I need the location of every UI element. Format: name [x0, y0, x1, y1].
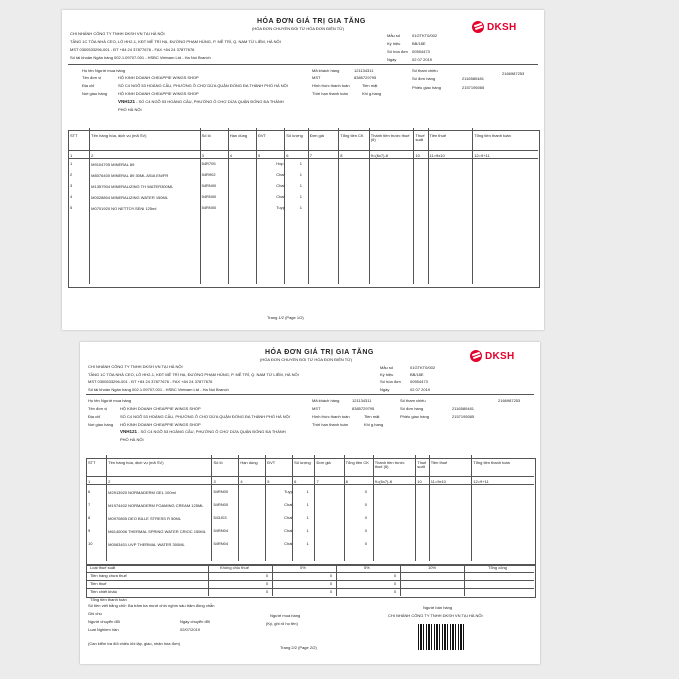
- ref-label: Số tham chiếu: [412, 68, 438, 73]
- table-cell-stt: 6: [88, 489, 91, 494]
- buyer-unit-value: HỘ KINH DOANH CHEAPPIE WINGS SHOP: [118, 75, 199, 80]
- divider-2: [86, 394, 534, 395]
- table-index-cell: 1: [88, 479, 91, 484]
- index-line-2: [86, 484, 534, 485]
- order-label-2: Số đơn hàng: [400, 406, 424, 411]
- terms-label-2: Thời hạn thanh toán: [312, 422, 348, 427]
- table-header-cell: Hạn dùng: [229, 133, 248, 138]
- buyer-unit-label-2: Tên đơn vị: [88, 406, 108, 411]
- column-divider: [428, 128, 429, 284]
- table-index-cell: 8: [340, 153, 343, 158]
- converter-name: Luat Nghiem Van: [88, 627, 119, 632]
- summary-zero: 0: [266, 573, 269, 578]
- table-header-cell: Tổng tiền thanh toán: [474, 133, 511, 138]
- table-header-cell: Tên hàng hóa, dịch vụ (mã SV): [91, 133, 147, 138]
- total-label: Tổng cộng: [488, 565, 507, 570]
- table-index-cell: 7: [309, 153, 312, 158]
- column-divider: [265, 455, 266, 561]
- number-label: Số hóa đơn: [387, 49, 408, 54]
- buyer-sign-hint: (Ký, ghi rõ họ tên): [266, 621, 298, 626]
- invoice-title-2: HÓA ĐƠN GIÁ TRỊ GIA TĂNG: [265, 349, 374, 356]
- seller-name: CHI NHÁNH CÔNG TY TNHH DKSH VN TẠI HÀ NỘI: [70, 31, 165, 36]
- date-value-2: 02 07 2019: [410, 387, 431, 392]
- customer-code-value-2: 121134311: [352, 398, 372, 403]
- table-index-cell: 9=(6x7)-8: [370, 153, 389, 158]
- table-cell-name: M2913920 NORMADERM GEL 100ml: [108, 490, 176, 495]
- table-cell-unit: Chai: [276, 172, 285, 177]
- summary-line: [86, 588, 534, 589]
- discount-label: Tiền chiết khấu: [90, 589, 117, 594]
- table-index-cell: 6: [294, 479, 297, 484]
- table-cell-qty: 1: [299, 194, 302, 199]
- customer-code-label: Mã khách hàng: [312, 68, 340, 73]
- buyer-address-value-2: SỐ C4 NGÕ 53 HOÀNG CẦU, PHƯỜNG Ô CHỢ DỪA QUẬN ĐỐNG ĐA THÀNH PHỐ HÀ NỘI: [120, 414, 290, 419]
- delivery-code-2: VNH121: [120, 429, 138, 434]
- rate-5: 5%: [364, 565, 370, 570]
- invoice-page-2: [80, 342, 540, 664]
- table-index-cell: 4: [240, 479, 243, 484]
- table-index-cell: 11=9x10: [429, 153, 445, 158]
- table-index-cell: 12=9+11: [473, 479, 489, 484]
- column-divider: [344, 455, 345, 561]
- index-line: [68, 158, 538, 159]
- dksh-logo: [472, 21, 517, 33]
- table-cell-qty: 1: [306, 528, 309, 533]
- items-table-2: [86, 458, 536, 566]
- buyer-tax-label-2: MST: [312, 406, 321, 411]
- column-divider: [429, 455, 430, 561]
- summary-line: [86, 572, 534, 573]
- form-label-2: Mẫu số: [380, 365, 394, 370]
- form-value: 01GTKT0/002: [412, 33, 438, 38]
- table-header-cell: Thuế suất: [415, 133, 425, 142]
- table-cell-unit: Chai: [284, 528, 293, 533]
- seller-address-2: TẦNG 1C TÒA NHÀ CEO, LÔ HH2-1, KĐT MỄ TRÌ HẠ, ĐƯỜNG PHẠM HÙNG, P. MỄ TRÌ, Q. NAM TỪ LIÊM, HÀ NỘI: [88, 372, 299, 377]
- delivery-city-2: PHỐ HÀ NỘI: [120, 437, 144, 442]
- summary-zero: 0: [330, 573, 333, 578]
- logo-text: DKSH: [487, 21, 517, 33]
- convert-date: 02/07/2019: [180, 627, 201, 632]
- table-cell-lot: 54RN00: [201, 205, 217, 210]
- table-header-cell: Thuế suất: [417, 460, 427, 469]
- table-cell-stt: 3: [70, 183, 73, 188]
- ref-label-2: Số tham chiếu: [400, 398, 426, 403]
- column-divider: [228, 128, 229, 284]
- customer-code-label-2: Mã khách hàng: [312, 398, 340, 403]
- table-header-cell: ĐVT: [267, 460, 276, 465]
- table-index-cell: 2: [91, 153, 94, 158]
- barcode-image: [418, 624, 464, 650]
- summary-zero: 0: [394, 581, 397, 586]
- invoice-subtitle-2: (HÓA ĐƠN CHUYỂN ĐỔI TỪ HÓA ĐƠN ĐIỆN TỬ): [260, 357, 352, 362]
- tax-rate-label: Loại thuế suất: [90, 565, 116, 570]
- table-index-cell: 1: [70, 153, 73, 158]
- column-divider: [308, 128, 309, 284]
- buyer-name-label: Họ tên Người mua hàng: [82, 68, 126, 73]
- table-cell-qty: 1: [306, 489, 309, 494]
- column-divider: [89, 128, 90, 284]
- seller-sign-label: Người bán hàng: [423, 605, 453, 610]
- delivery-name: HỘ KINH DOANH CHEAPPIE WINGS SHOP: [118, 91, 199, 96]
- table-header-cell: Tổng tiền thanh toán: [473, 460, 510, 465]
- table-cell-name: M1357904 MINERALIZING TH WATER300ML: [91, 184, 174, 189]
- buyer-address-label: Địa chỉ: [82, 83, 95, 88]
- table-index-cell: 6: [286, 153, 289, 158]
- table-cell-lot: 54RN00: [201, 194, 217, 199]
- invoice-page-1: [62, 10, 544, 330]
- table-cell-stt: 10: [88, 541, 93, 546]
- table-index-cell: 2: [108, 479, 111, 484]
- terms-value: Khi g.hang: [362, 91, 382, 96]
- table-cell-lot: 543J03: [213, 515, 227, 520]
- table-header-cell: Số lượng: [286, 133, 303, 138]
- delivery-label: Nơi giao hàng: [82, 91, 108, 96]
- table-index-cell: 5: [267, 479, 270, 484]
- table-index-cell: 12=9+11: [474, 153, 490, 158]
- table-cell-name: M0028804 MINERALIZING WATER 150ML: [91, 195, 169, 200]
- delivery-address: - SỐ C4 NGÕ 53 HOÀNG CẦU, PHƯỜNG Ô CHỢ DỪA QUẬN ĐỐNG ĐA THÀNH: [136, 99, 284, 104]
- table-cell-stt: 7: [88, 502, 91, 507]
- customer-code-value: 121134311: [354, 68, 374, 73]
- number-label-2: Số hóa đơn: [380, 379, 401, 384]
- invoice-subtitle: (HÓA ĐƠN CHUYỂN ĐỔI TỪ HÓA ĐƠN ĐIỆN TỬ): [252, 26, 344, 31]
- column-divider: [256, 128, 257, 284]
- rate-10: 10%: [428, 565, 437, 570]
- header-line-2: [86, 476, 534, 477]
- table-cell-qty: 1: [306, 515, 309, 520]
- column-divider: [200, 128, 201, 284]
- table-cell-lot: 54RN04: [213, 541, 229, 546]
- summary-col: [272, 564, 273, 596]
- rate-0: 0%: [300, 565, 306, 570]
- table-cell-name: M9104705 MINERAL 89: [91, 162, 135, 167]
- payable-label: Tổng tiền thanh toán: [90, 597, 127, 602]
- delivery-note-value-2: 2157195065: [452, 414, 475, 419]
- table-cell-stt: 2: [70, 172, 73, 177]
- table-cell-lot: 54R902: [201, 172, 216, 177]
- seller-bank-2: Số tài khoản Ngân hàng 002.1.09707.001 - HSBC Vietnam Ltd - Ha Noi Branch: [88, 387, 229, 392]
- table-cell-name: M0970805 DEO BILLE STRESS R 50ML: [108, 516, 182, 521]
- table-header-cell: Tên hàng hóa, dịch vụ (mã SV): [108, 460, 164, 465]
- pre-tax-label: Tiền hàng chưa thuế: [90, 573, 127, 578]
- table-index-cell: 7: [316, 479, 319, 484]
- table-header-cell: Tổng tiền CK: [340, 133, 364, 138]
- header-line: [68, 150, 538, 151]
- tax-label: Tiền thuế: [90, 581, 107, 586]
- summary-col: [464, 564, 465, 596]
- table-cell-name: M0063401 UVP THERMAL WATER 300ML: [108, 542, 185, 547]
- table-header-cell: Thành tiền trước thuế (6): [370, 133, 410, 142]
- summary-zero: 0: [266, 581, 269, 586]
- note-label: Ghi chú: [88, 611, 102, 616]
- table-cell-stt: 9: [88, 528, 91, 533]
- table-index-cell: 10: [417, 479, 422, 484]
- table-cell-unit: Chai: [276, 194, 285, 199]
- number-value: 00554473: [412, 49, 430, 54]
- column-divider: [415, 455, 416, 561]
- dksh-logo-icon-2: [470, 350, 482, 362]
- order-label: Số đơn hàng: [412, 76, 436, 81]
- table-index-cell: 5: [258, 153, 261, 158]
- table-header-cell: STT: [70, 133, 78, 138]
- table-header-cell: Đơn giá: [316, 460, 331, 465]
- table-cell-unit: Chai: [276, 183, 285, 188]
- column-divider: [369, 128, 370, 284]
- table-index-cell: 3: [201, 153, 204, 158]
- delivery-note-label-2: Phiếu giao hàng: [400, 414, 429, 419]
- order-value: 2116580481: [462, 76, 484, 81]
- table-header-cell: Tiền thuế: [429, 133, 447, 138]
- column-divider: [373, 455, 374, 561]
- table-index-cell: 10: [415, 153, 420, 158]
- payment-value: Tiền mặt: [362, 83, 378, 88]
- buyer-unit-value-2: HỘ KINH DOANH CHEAPPIE WINGS SHOP: [120, 406, 201, 411]
- buyer-sign-label: Người mua hàng: [270, 613, 301, 618]
- table-cell-name: M6140006 THERMAL SPRING WATER CRIOC 150ML: [108, 529, 206, 534]
- table-cell-stt: 5: [70, 205, 73, 210]
- summary-zero: 0: [266, 589, 269, 594]
- dksh-logo-2: [470, 350, 515, 362]
- column-divider: [472, 128, 473, 284]
- summary-table: [86, 564, 536, 598]
- delivery-note-label: Phiếu giao hàng: [412, 85, 441, 90]
- table-cell-qty: 1: [299, 205, 302, 210]
- summary-col: [400, 564, 401, 596]
- lookup-note: (Cần kiểm tra đối chiếu khi lập, giao, nhận hóa đơn): [88, 641, 181, 646]
- delivery-city: PHỐ HÀ NỘI: [118, 107, 142, 112]
- date-label: Ngày: [387, 57, 397, 62]
- table-cell-unit: Chai: [284, 502, 293, 507]
- terms-value-2: Khi g.hang: [364, 422, 384, 427]
- column-divider: [106, 455, 107, 561]
- page-number-2: Trang 2/2 (Page 2/2): [280, 645, 317, 650]
- table-cell-qty: 1: [299, 183, 302, 188]
- summary-zero: 0: [394, 589, 397, 594]
- converter-label: Người chuyển đổi: [88, 619, 120, 624]
- convert-date-label: Ngày chuyển đổi: [180, 619, 210, 624]
- summary-zero: 0: [394, 573, 397, 578]
- symbol-value: BB/18E: [412, 41, 426, 46]
- buyer-name-label-2: Họ tên Người mua hàng: [88, 398, 132, 403]
- seller-bank: Số tài khoản Ngân hàng 002.1.09707.001 - HSBC Vietnam Ltd - Ha Noi Branch: [70, 55, 211, 60]
- seller-address: TẦNG 1C TÒA NHÀ CEO, LÔ HH2-1, KĐT MỄ TRÌ HẠ, ĐƯỜNG PHẠM HÙNG, P. MỄ TRÌ, Q. NAM TỪ LIÊM, HÀ NỘI: [70, 39, 281, 44]
- table-header-cell: STT: [88, 460, 96, 465]
- seller-tax-phone: MST 0300533296-001 - ĐT +84 24 37877676 - FAX +84 24 37877676: [70, 47, 195, 52]
- symbol-value-2: BB/18E: [410, 372, 424, 377]
- delivery-label-2: Nơi giao hàng: [88, 422, 114, 427]
- column-divider: [238, 455, 239, 561]
- table-cell-unit: Chai: [284, 541, 293, 546]
- date-label-2: Ngày: [380, 387, 390, 392]
- table-cell-amount: 0: [364, 528, 367, 533]
- buyer-address-value: SỐ C4 NGÕ 53 HOÀNG CẦU, PHƯỜNG Ô CHỢ DỪA QUẬN ĐỐNG ĐA THÀNH PHỐ HÀ NỘI: [118, 83, 288, 88]
- table-cell-unit: Chai: [284, 515, 293, 520]
- order-value-2: 2116580481: [452, 406, 474, 411]
- terms-label: Thời hạn thanh toán: [312, 91, 348, 96]
- table-index-cell: 9=(6x7)-8: [374, 479, 392, 484]
- payment-label: Hình thức thanh toán: [312, 83, 350, 88]
- table-header-cell: Số lô: [201, 133, 211, 138]
- column-divider: [471, 455, 472, 561]
- table-cell-stt: 4: [70, 194, 73, 199]
- page-number-1: Trang 1/2 (Page 1/2): [267, 315, 304, 320]
- table-cell-lot: 54RN00: [213, 489, 229, 494]
- ref-value-2: 2166987253: [498, 398, 521, 403]
- summary-line: [86, 580, 534, 581]
- table-cell-lot: 54R705: [201, 161, 216, 166]
- column-divider: [338, 128, 339, 284]
- table-header-cell: ĐVT: [258, 133, 266, 138]
- delivery-code: VNH121: [118, 99, 136, 104]
- table-cell-unit: Tuyp: [276, 205, 285, 210]
- buyer-unit-label: Tên đơn vị: [82, 75, 102, 80]
- number-value-2: 00554473: [410, 379, 428, 384]
- buyer-tax-value: 8385729795: [354, 75, 377, 80]
- table-cell-name: M1974402 NORMADERM FOAMING CREAM 125ML: [108, 503, 204, 508]
- dksh-logo-icon: [472, 21, 484, 33]
- column-divider: [413, 128, 414, 284]
- column-divider: [211, 455, 212, 561]
- table-cell-name: M0701920 NO NETTOY.SENI 125ml: [91, 206, 157, 211]
- buyer-tax-label: MST: [312, 75, 321, 80]
- delivery-note-value: 2157195065: [462, 85, 485, 90]
- form-value-2: 01GTKT0/002: [410, 365, 436, 370]
- amount-in-words: Số tiền viết bằng chữ: Ba trăm ba mươi chín nghìn sáu trăm đồng chẵn: [88, 603, 215, 608]
- seller-tax-phone-2: MST 0300533296-001 - ĐT +84 24 37877676 - FAX +84 24 37877676: [88, 379, 213, 384]
- table-header-cell: Số lô: [213, 460, 223, 465]
- table-index-cell: 3: [213, 479, 216, 484]
- table-header-cell: Thành tiền trước thuế (6): [374, 460, 405, 469]
- delivery-address-2: - SỐ C4 NGÕ 53 HOÀNG CẦU, PHƯỜNG Ô CHỢ DỪA QUẬN ĐỐNG ĐA THÀNH: [138, 429, 286, 434]
- table-cell-unit: Tuyp: [284, 489, 293, 494]
- table-cell-amount: 0: [364, 541, 367, 546]
- table-cell-qty: 1: [306, 502, 309, 507]
- symbol-label-2: Ký hiệu: [380, 372, 394, 377]
- table-header-cell: Hạn dùng: [240, 460, 258, 465]
- summary-zero: 0: [330, 581, 333, 586]
- date-value: 02 07 2019: [412, 57, 433, 62]
- symbol-label: Ký hiệu: [387, 41, 401, 46]
- buyer-address-label-2: Địa chỉ: [88, 414, 101, 419]
- ref-value: 2166987253: [502, 71, 525, 76]
- buyer-tax-value-2: 8385729795: [352, 406, 375, 411]
- table-index-cell: 4: [229, 153, 233, 158]
- table-cell-name: M8076400 MINERAL 89 30ML ASIA EN/FR: [91, 173, 169, 178]
- table-header-cell: Tiền thuế: [430, 460, 448, 465]
- form-label: Mẫu số: [387, 33, 401, 38]
- table-index-cell: 11=9x10: [430, 479, 446, 484]
- table-cell-stt: 1: [70, 161, 73, 166]
- invoice-title: HÓA ĐƠN GIÁ TRỊ GIA TĂNG: [257, 18, 366, 25]
- table-header-cell: Số lượng: [294, 460, 311, 465]
- payment-label-2: Hình thức thanh toán: [312, 414, 350, 419]
- column-divider: [314, 455, 315, 561]
- table-cell-stt: 8: [88, 515, 91, 520]
- table-cell-qty: 1: [299, 172, 302, 177]
- summary-zero: 0: [330, 589, 333, 594]
- logo-text-2: DKSH: [485, 350, 515, 362]
- summary-col: [336, 564, 337, 596]
- table-index-cell: 8: [345, 479, 348, 484]
- table-cell-qty: 1: [306, 541, 309, 546]
- table-cell-amount: 0: [364, 515, 367, 520]
- not-taxable-label: Không chịu thuế: [220, 565, 249, 570]
- table-cell-amount: 0: [364, 489, 367, 494]
- table-header-cell: Đơn giá: [309, 133, 324, 138]
- seller-sign-name: CHI NHÁNH CÔNG TY TNHH DKSH VN TẠI HÀ NỘI: [388, 613, 483, 618]
- seller-name-2: CHI NHÁNH CÔNG TY TNHH DKSH VN TẠI HÀ NỘI: [88, 364, 183, 369]
- table-cell-lot: 54RN04: [213, 528, 229, 533]
- table-cell-lot: 54RN00: [201, 183, 217, 188]
- payment-value-2: Tiền mặt: [364, 414, 380, 419]
- table-cell-amount: 0: [364, 502, 367, 507]
- table-cell-qty: 1: [299, 161, 302, 166]
- summary-col: [208, 564, 209, 596]
- delivery-name-2: HỘ KINH DOANH CHEAPPIE WINGS SHOP: [120, 422, 201, 427]
- table-cell-unit: Hop: [276, 161, 284, 166]
- table-cell-lot: 54RN00: [213, 502, 229, 507]
- divider: [68, 64, 538, 65]
- table-header-cell: Tổng tiền CK: [345, 460, 369, 465]
